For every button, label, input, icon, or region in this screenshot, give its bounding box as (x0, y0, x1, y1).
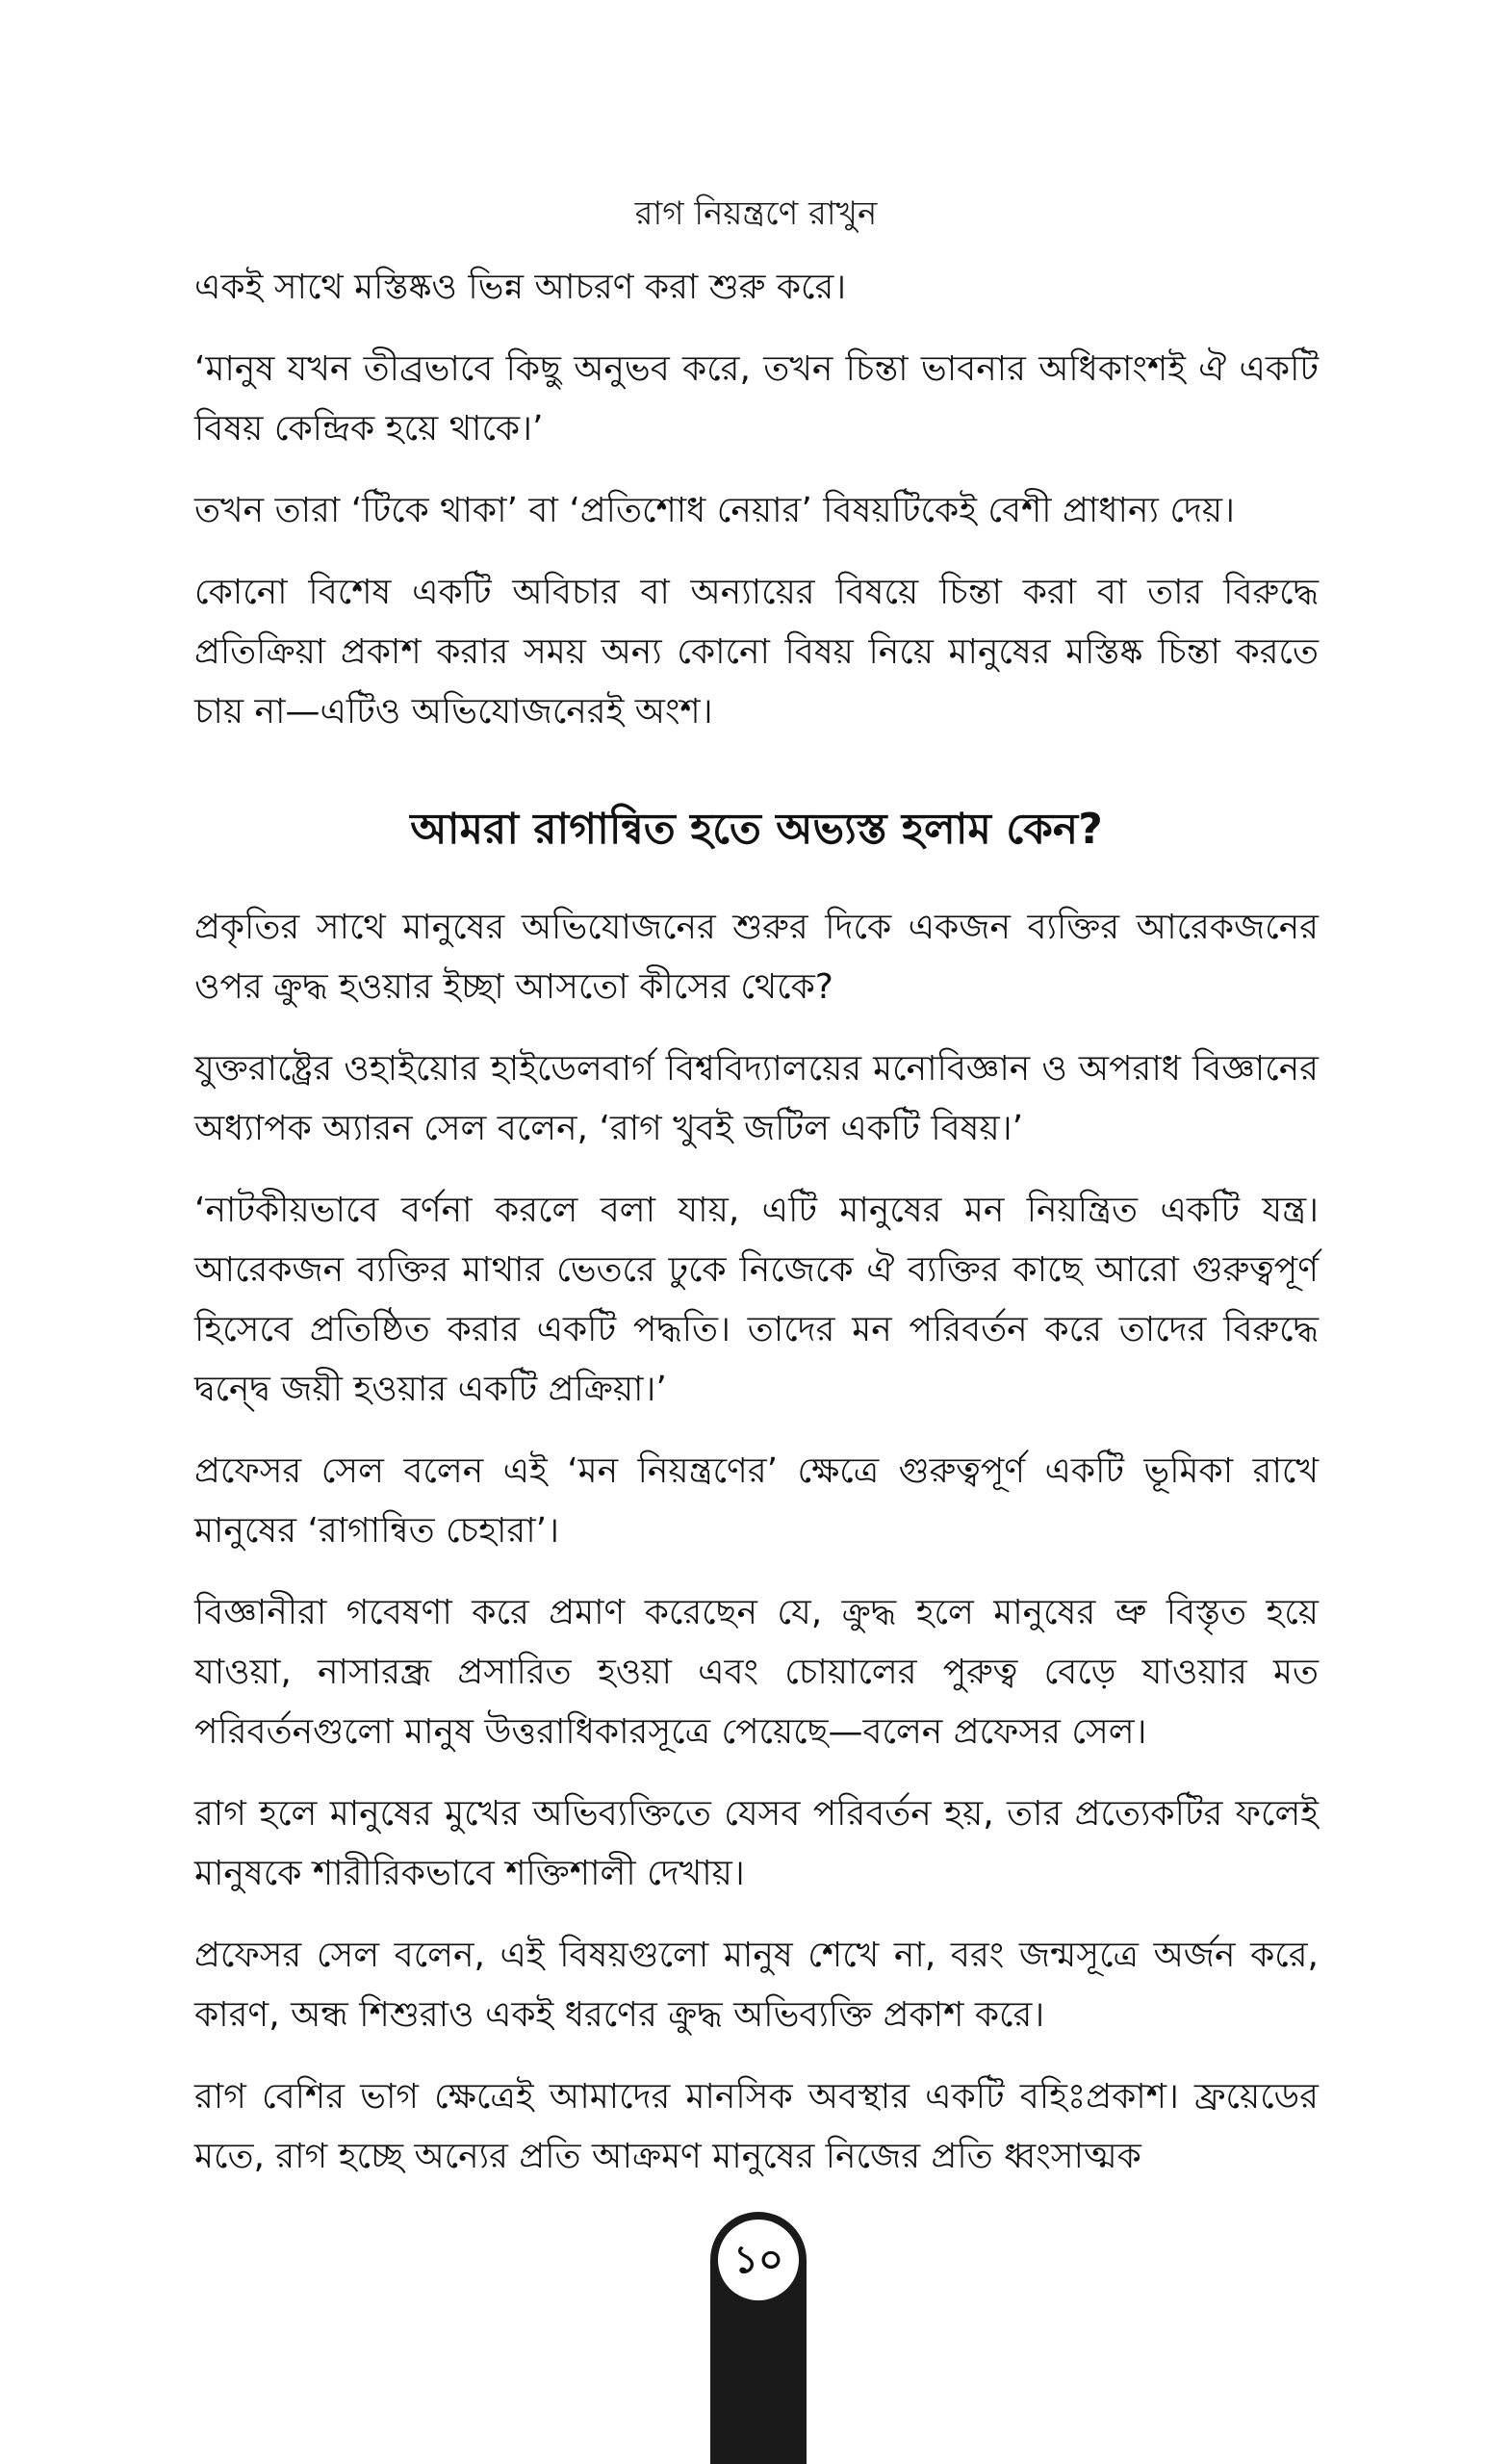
paragraph: প্রকৃতির সাথে মানুষের অভিযোজনের শুরুর দিকে একজন ব্যক্তির আরেকজনের ওপর ক্রুদ্ধ হওয়ার ইচ্ছা আসতো কীসের থেকে? (194, 908, 1319, 1007)
paragraph: প্রফেসর সেল বলেন এই ‘মন নিয়ন্ত্রণের’ ক্ষেত্রে গুরুত্বপূর্ণ একটি ভূমিকা রাখে মানুষের ‘রাগান্বিত চেহারা’। (194, 1451, 1319, 1551)
running-head: রাগ নিয়ন্ত্রণে রাখুন (634, 194, 878, 233)
paragraph: ‘নাটকীয়ভাবে বর্ণনা করলে বলা যায়, এটি মানুষের মন নিয়ন্ত্রিত একটি যন্ত্র। আরেকজন ব্যক্তির মাথার ভেতরে ঢুকে নিজেকে ঐ ব্যক্তির কাছে আরো গুরুত্বপূর্ণ হিসেবে প্রতিষ্ঠিত করার একটি পদ্ধতি। তাদের মন পরিবর্তন করে তাদের বিরুদ্ধে দ্বন্দ্বে জয়ী হওয়ার একটি প্রক্রিয়া।’ (194, 1191, 1319, 1409)
paragraph: প্রফেসর সেল বলেন, এই বিষয়গুলো মানুষ শেখে না, বরং জন্মসূত্রে অর্জন করে, কারণ, অন্ধ শিশুরাও একই ধরণের ক্রুদ্ধ অভিব্যক্তি প্রকাশ করে। (194, 1936, 1319, 2035)
paragraph: কোনো বিশেষ একটি অবিচার বা অন্যায়ের বিষয়ে চিন্তা করা বা তার বিরুদ্ধে প্রতিক্রিয়া প্রকাশ করার সময় অন্য কোনো বিষয় নিয়ে মানুষের মস্তিষ্ক চিন্তা করতে চায় না—এটিও অভিযোজনেরই অংশ। (194, 573, 1319, 732)
section-heading: আমরা রাগান্বিত হতে অভ্যস্ত হলাম কেন? (410, 805, 1103, 854)
paragraph: তখন তারা ‘টিকে থাকা’ বা ‘প্রতিশোধ নেয়ার’ বিষয়টিকেই বেশী প্রাধান্য দেয়। (194, 491, 1235, 530)
paragraph: একই সাথে মস্তিষ্কও ভিন্ন আচরণ করা শুরু করে। (194, 268, 847, 307)
page-number: ১০ (718, 2220, 799, 2300)
body-text (194, 258, 1319, 2209)
paragraph: যুক্তরাষ্ট্রের ওহাইয়োর হাইডেলবার্গ বিশ্ববিদ্যালয়ের মনোবিজ্ঞান ও অপরাধ বিজ্ঞানের অধ্যাপক অ্যারন সেল বলেন, ‘রাগ খুবই জটিল একটি বিষয়।’ (194, 1049, 1319, 1148)
paragraph: ‘মানুষ যখন তীব্রভাবে কিছু অনুভব করে, তখন চিন্তা ভাবনার অধিকাংশই ঐ একটি বিষয় কেন্দ্রিক হয়ে থাকে।’ (194, 349, 1319, 449)
paragraph: রাগ হলে মানুষের মুখের অভিব্যক্তিতে যেসব পরিবর্তন হয়, তার প্রত্যেকটির ফলেই মানুষকে শারীরিকভাবে শক্তিশালী দেখায়। (194, 1794, 1319, 1893)
paragraph: বিজ্ঞানীরা গবেষণা করে প্রমাণ করেছেন যে, ক্রুদ্ধ হলে মানুষের ভ্রু বিস্তৃত হয়ে যাওয়া, নাসারন্ধ্র প্রসারিত হওয়া এবং চোয়ালের পুরুত্ব বেড়ে যাওয়ার মত পরিবর্তনগুলো মানুষ উত্তরাধিকারসূত্রে পেয়েছে—বলেন প্রফেসর সেল। (194, 1593, 1319, 1752)
paragraph: রাগ বেশির ভাগ ক্ষেত্রেই আমাদের মানসিক অবস্থার একটি বহিঃপ্রকাশ। ফ্রয়েডের মতে, রাগ হচ্ছে অন্যের প্রতি আক্রমণ মানুষের নিজের প্রতি ধ্বংসাত্মক (194, 2077, 1319, 2176)
